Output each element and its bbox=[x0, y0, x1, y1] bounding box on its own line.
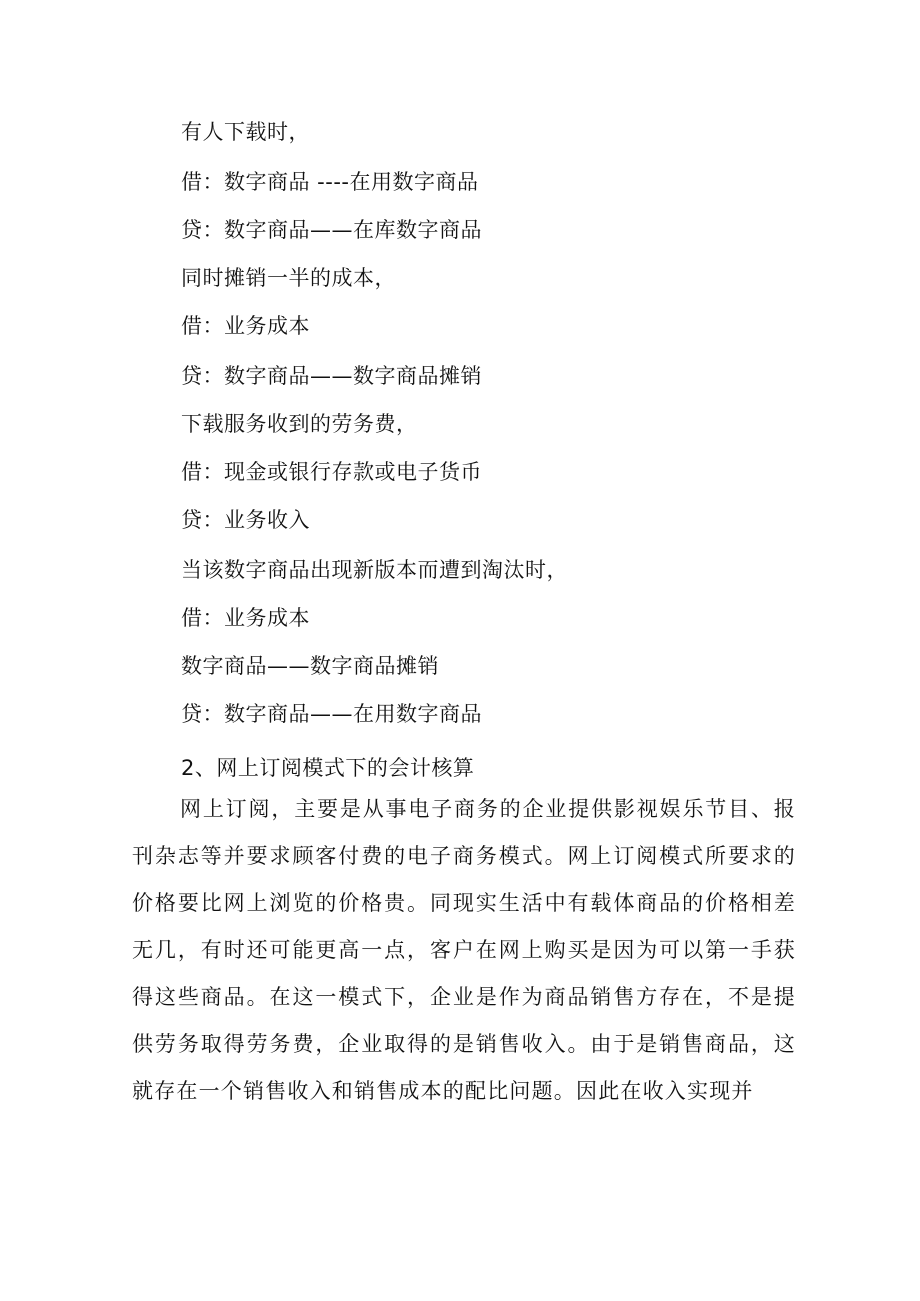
body-paragraph: 网上订阅，主要是从事电子商务的企业提供影视娱乐节目、报刊杂志等并要求顾客付费的电子商务模式。网上订阅模式所要求的价格要比网上浏览的价格贵。同现实生活中有载体商品的价格相差无几，有时还可能更高一点，客户在网上购买是因为可以第一手获得这些商品。在这一模式下，企业是作为商品销售方存在，不是提供劳务取得劳务费，企业取得的是销售收入。由于是销售商品，这就存在一个销售收入和销售成本的配比问题。因此在收入实现并 bbox=[132, 797, 796, 1103]
text-line: 贷：数字商品——在用数字商品 bbox=[181, 702, 482, 726]
text-line: 数字商品——数字商品摊销 bbox=[181, 654, 439, 678]
section-heading: 2、网上订阅模式下的会计核算 bbox=[181, 756, 475, 780]
text-line: 当该数字商品出现新版本而遭到淘汰时， bbox=[181, 558, 568, 582]
text-line: 同时摊销一半的成本， bbox=[181, 266, 396, 290]
text-line: 贷：数字商品——在库数字商品 bbox=[181, 218, 482, 242]
text-line: 借：业务成本 bbox=[181, 606, 310, 630]
text-line: 借：业务成本 bbox=[181, 314, 310, 338]
text-line: 有人下载时， bbox=[181, 120, 310, 144]
text-line: 下载服务收到的劳务费， bbox=[181, 412, 418, 436]
text-line: 借：数字商品 ----在用数字商品 bbox=[181, 170, 479, 194]
text-line: 借：现金或银行存款或电子货币 bbox=[181, 460, 482, 484]
text-line: 贷：业务收入 bbox=[181, 508, 310, 532]
text-line: 贷：数字商品——数字商品摊销 bbox=[181, 364, 482, 388]
